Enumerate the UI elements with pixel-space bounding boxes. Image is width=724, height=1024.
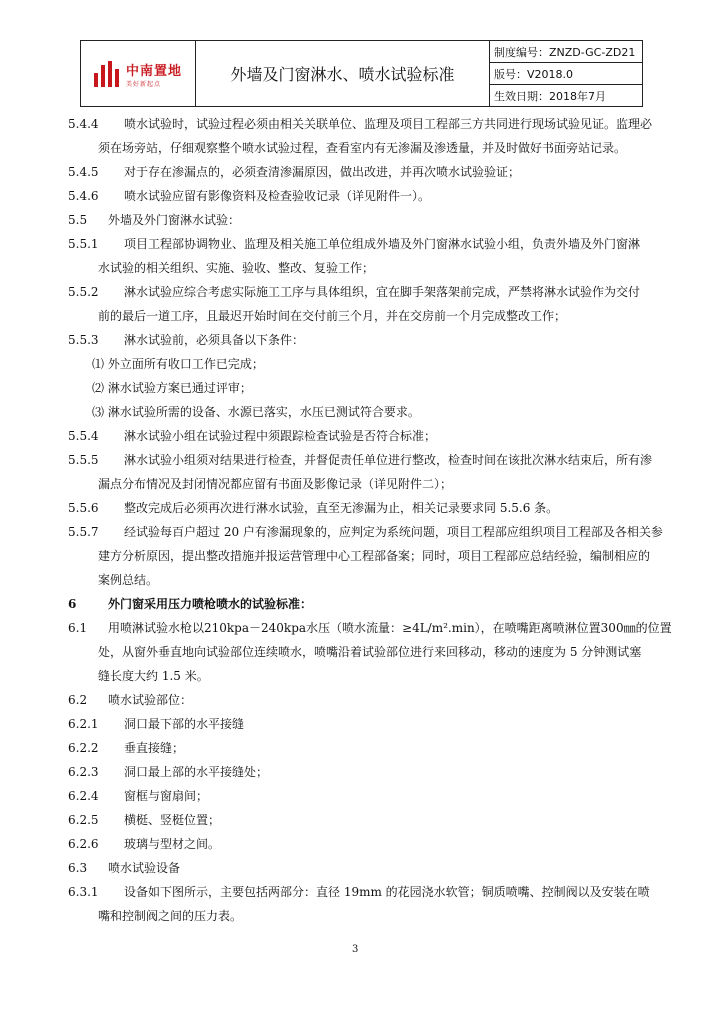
logo-name: 中南置地 bbox=[125, 63, 182, 79]
clause-5-4-5: 5.4.5 对于存在渗漏点的，必须查清渗漏原因，做出改进，并再次喷水试验验证； bbox=[68, 165, 521, 179]
document-meta bbox=[490, 41, 642, 106]
clause-5-5-3: 5.5.3 淋水试验前，必须具备以下条件： bbox=[68, 333, 305, 347]
clause-6-2-3: 6.2.3 洞口最上部的水平接缝处； bbox=[68, 765, 269, 779]
paragraph-line: 嘴和控制阀之间的压力表。 bbox=[98, 909, 243, 923]
effective-date: 生效日期：2018年7月 bbox=[494, 89, 606, 103]
version-number: 版号：V2018.0 bbox=[490, 63, 642, 85]
condition-item: ⑴ 外立面所有收口工作已完成； bbox=[92, 357, 264, 371]
logo-bars-icon bbox=[94, 61, 120, 87]
paragraph-line: 处，从窗外垂直地向试验部位连续喷水，喷嘴沿着试验部位进行来回移动，移动的速度为 5 分钟测试塞 bbox=[98, 645, 642, 659]
clause-6-2-5: 6.2.5 横梃、竖梃位置； bbox=[68, 813, 221, 827]
clause-5-5-1: 5.5.1 项目工程部协调物业、监理及相关施工单位组成外墙及外门窗淋水试验小组，负责外墙及外门窗淋 bbox=[68, 237, 641, 251]
clause-5-5-5: 5.5.5 淋水试验小组须对结果进行检查，并督促责任单位进行整改，检查时间在该批次淋水结束后，所有渗 bbox=[68, 453, 653, 467]
paragraph-line: 须在场旁站，仔细观察整个喷水试验过程，查看室内有无渗漏及渗透量，并及时做好书面旁站记录。 bbox=[98, 141, 627, 155]
clause-6-2-6: 6.2.6 玻璃与型材之间。 bbox=[68, 837, 221, 851]
document-title: 外墙及门窗淋水、喷水试验标准 bbox=[196, 41, 490, 106]
clause-5-4-6: 5.4.6 喷水试验应留有影像资料及检查验收记录（详见附件一）。 bbox=[68, 189, 431, 203]
section-6-2: 6.2 喷水试验部位： bbox=[68, 693, 193, 707]
document-header bbox=[80, 40, 643, 107]
section-6-heading: 6 外门窗采用压力喷枪喷水的试验标准： bbox=[68, 597, 313, 611]
paragraph-line: 缝长度大约 1.5 米。 bbox=[98, 669, 209, 683]
clause-5-5-2: 5.5.2 淋水试验应综合考虑实际施工工序与具体组织，宜在脚手架落架前完成，严禁将淋水试验作为交付 bbox=[68, 285, 641, 299]
system-number: 制度编号：ZNZD-GC-ZD21 bbox=[490, 41, 642, 63]
page-number: 3 bbox=[352, 944, 359, 955]
clause-5-5-7: 5.5.7 经试验每百户超过 20 户有渗漏现象的，应判定为系统问题，项目工程部应组织项目工程部及各相关参 bbox=[68, 525, 663, 539]
clause-5-4-4: 5.4.4 喷水试验时，试验过程必须由相关关联单位、监理及项目工程部三方共同进行现场试验见证。监理必 bbox=[68, 117, 653, 131]
paragraph-line: 水试验的相关组织、实施、验收、整改、复验工作； bbox=[98, 261, 375, 275]
paragraph-line: 建方分析原因，提出整改措施并报运营管理中心工程部备案；同时，项目工程部应总结经验，编制相应的 bbox=[98, 549, 651, 563]
paragraph-line: 漏点分布情况及封闭情况都应留有书面及影像记录（详见附件二）； bbox=[98, 477, 453, 491]
condition-item: ⑵ 淋水试验方案已通过评审； bbox=[92, 381, 252, 395]
company-logo bbox=[81, 41, 196, 106]
section-6-3: 6.3 喷水试验设备 bbox=[68, 861, 181, 875]
clause-6-1: 6.1 用喷淋试验水枪以210kpa－240kpa水压（喷水流量：≥4L/m².min），在喷嘴距离喷淋位置300㎜的位置 bbox=[68, 621, 672, 635]
clause-5-5-4: 5.5.4 淋水试验小组在试验过程中须跟踪检查试验是否符合标准； bbox=[68, 429, 437, 443]
document-body bbox=[68, 112, 672, 928]
clause-6-3-1: 6.3.1 设备如下图所示，主要包括两部分：直径 19mm 的花园浇水软管；铜质喷嘴、控制阀以及安装在喷 bbox=[68, 885, 650, 899]
clause-6-2-1: 6.2.1 洞口最下部的水平接缝 bbox=[68, 717, 245, 731]
section-5-5: 5.5 外墙及外门窗淋水试验： bbox=[68, 213, 241, 227]
paragraph-line: 案例总结。 bbox=[98, 573, 159, 587]
clause-6-2-4: 6.2.4 窗框与窗扇间； bbox=[68, 789, 209, 803]
clause-6-2-2: 6.2.2 垂直接缝； bbox=[68, 741, 185, 755]
clause-5-5-6: 5.5.6 整改完成后必须再次进行淋水试验，直至无渗漏为止，相关记录要求同 5.5.6 条。 bbox=[68, 501, 559, 515]
condition-item: ⑶ 淋水试验所需的设备、水源已落实，水压已测试符合要求。 bbox=[92, 405, 420, 419]
logo-slogan: 美好新起点 bbox=[125, 80, 161, 88]
paragraph-line: 前的最后一道工序，且最迟开始时间在交付前三个月，并在交房前一个月完成整改工作； bbox=[98, 309, 567, 323]
